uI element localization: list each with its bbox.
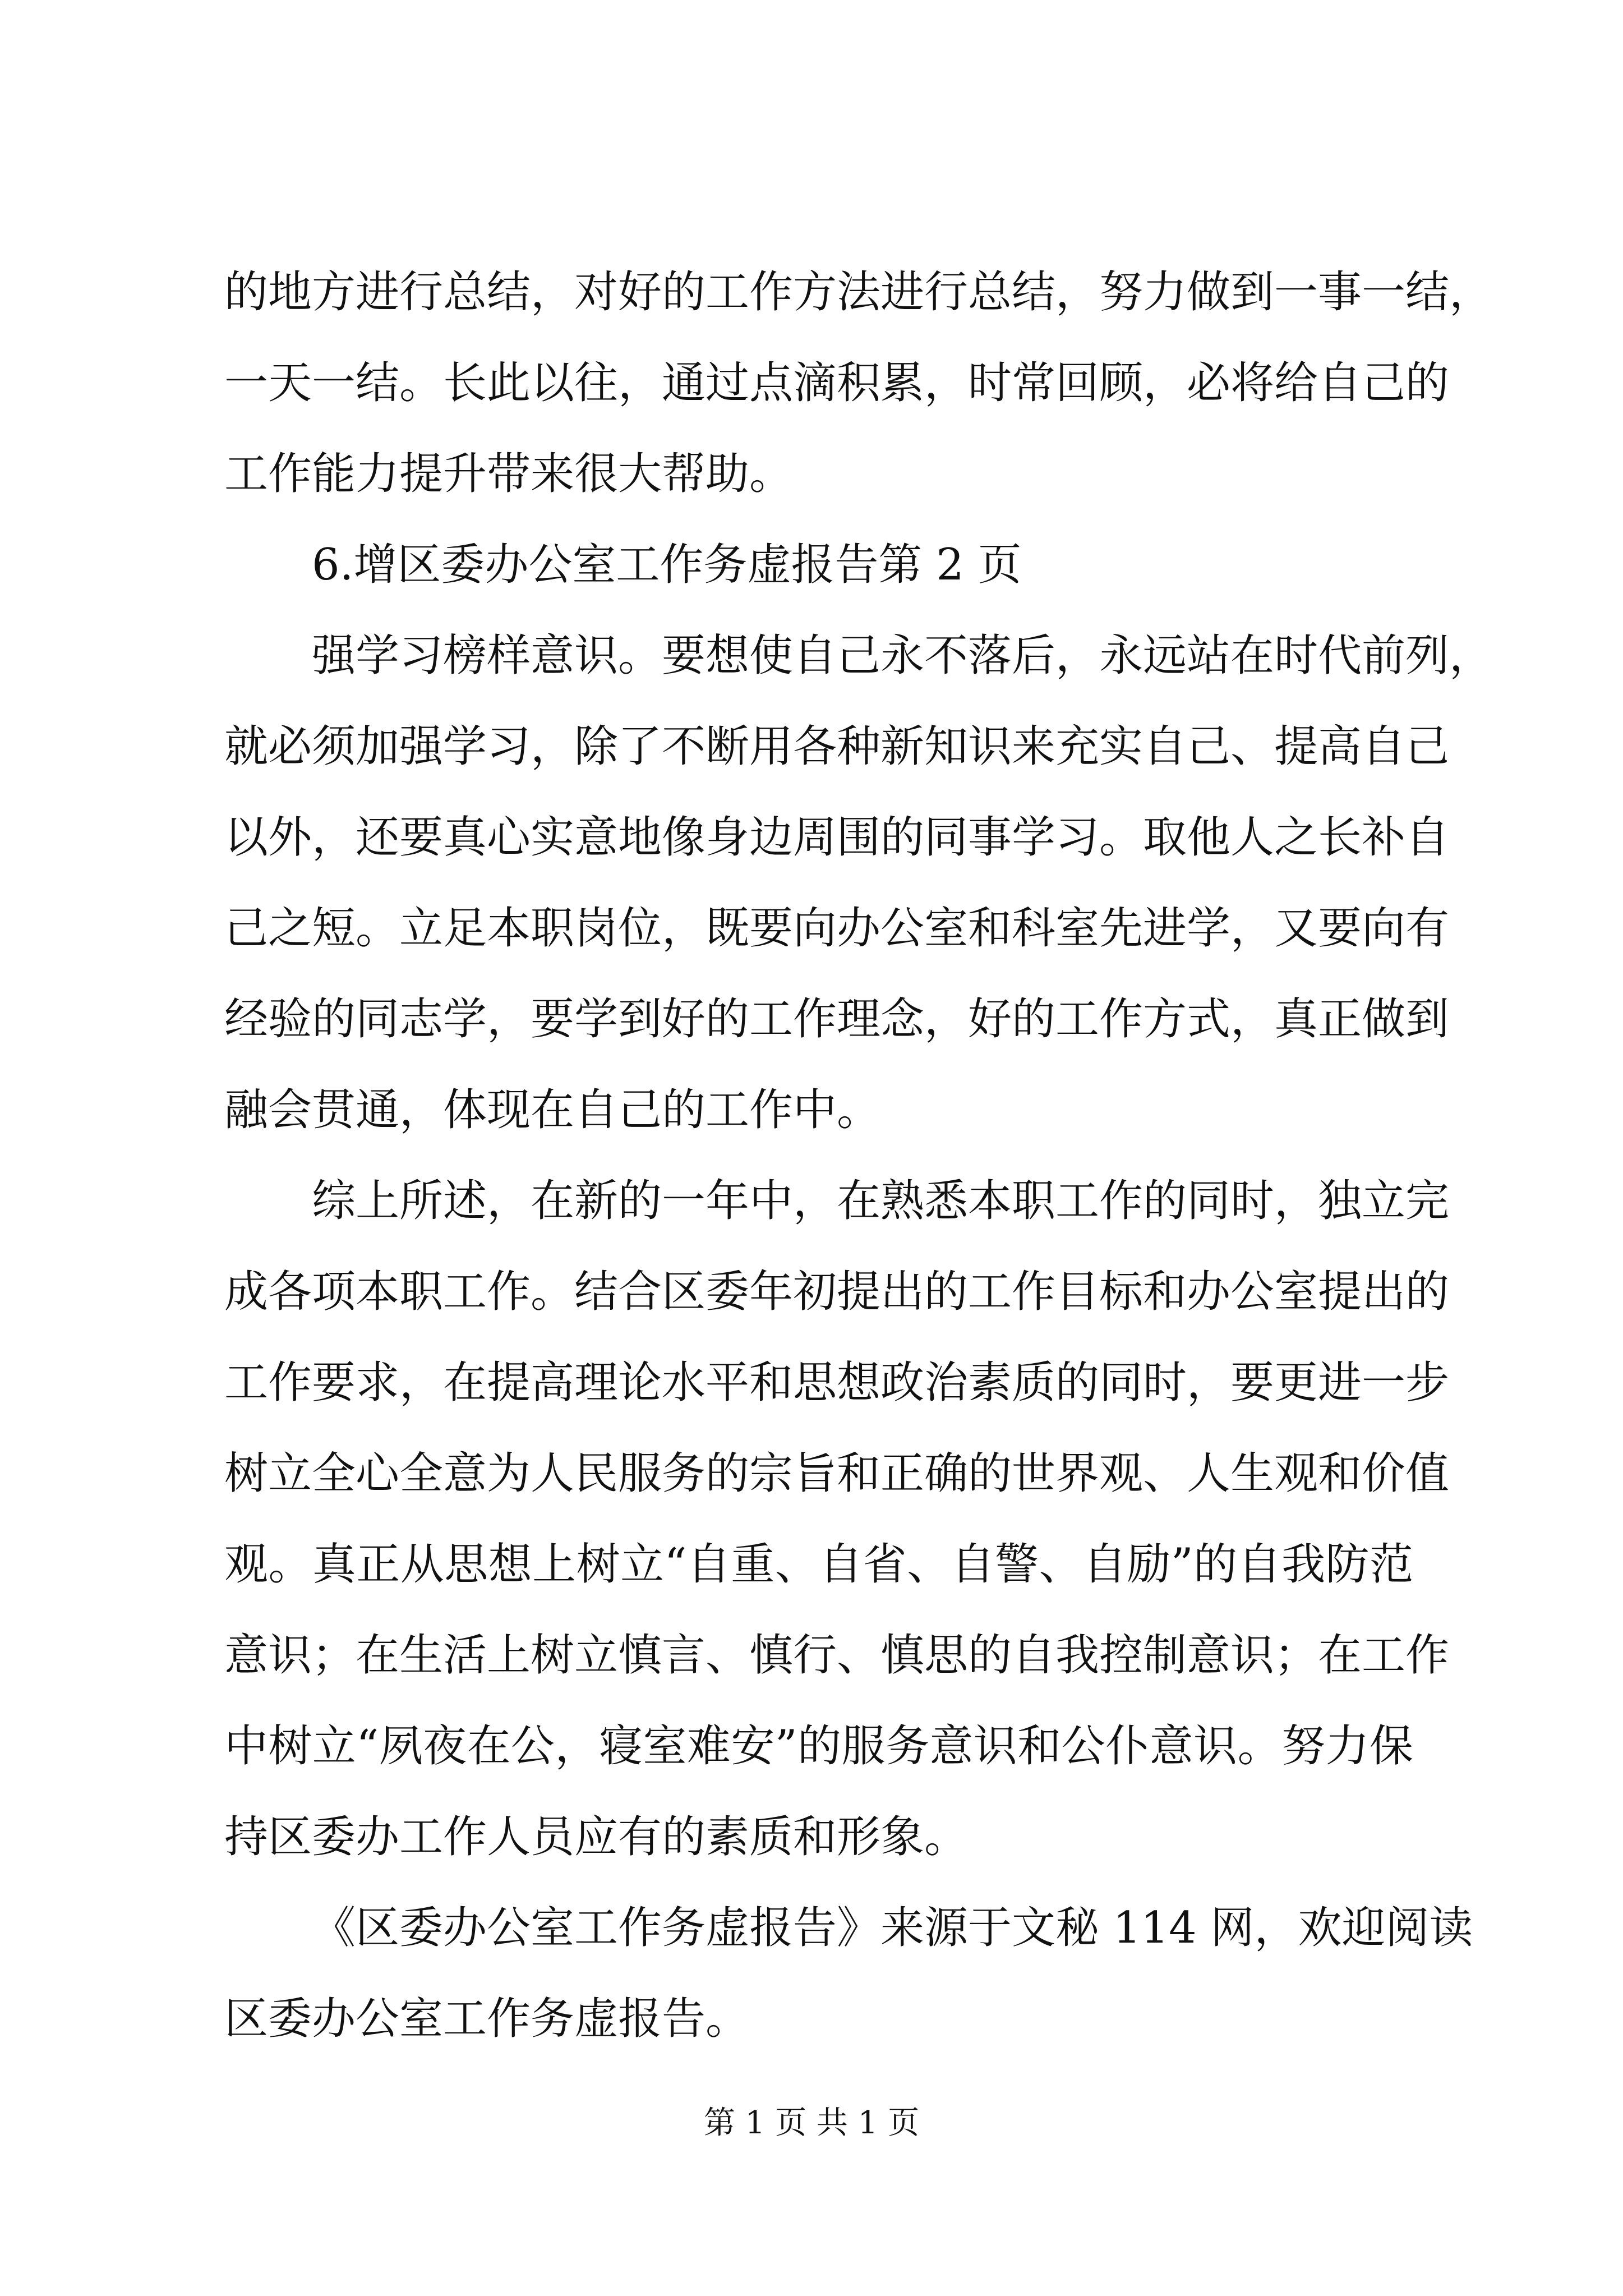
text-line-content: 经验的同志学，要学到好的工作理念，好的工作方式，真正做到 <box>224 994 1450 1045</box>
text-line <box>224 1792 1413 1883</box>
text-line-content: 己之短。立足本职岗位，既要向办公室和科室先进学，又要向有 <box>224 903 1450 954</box>
text-line-content: 工作要求，在提高理论水平和思想政治素质的同时，要更进一步 <box>224 1358 1450 1408</box>
text-line <box>224 883 1450 974</box>
text-line <box>224 1701 1413 1792</box>
text-line <box>224 1428 1450 1519</box>
document-body <box>224 247 1493 2064</box>
text-line <box>224 429 1413 519</box>
text-line-content: 综上所述，在新的一年中，在熟悉本职工作的同时，独立完 <box>312 1176 1450 1226</box>
text-line-content: 中树立“夙夜在公，寝室难安”的服务意识和公仆意识。努力保 <box>224 1721 1413 1772</box>
text-line-content: 意识；在生活上树立慎言、慎行、慎思的自我控制意识；在工作 <box>224 1630 1450 1681</box>
text-line-content: 以外，还要真心实意地像身边周围的同事学习。取他人之长补自 <box>224 812 1450 863</box>
text-line <box>224 701 1450 792</box>
text-line <box>224 247 1493 338</box>
text-line-content: 观。真正从思想上树立“自重、自省、自警、自励”的自我防范 <box>224 1539 1413 1590</box>
text-line-content: 树立全心全意为人民服务的宗旨和正确的世界观、人生观和价值 <box>224 1448 1450 1499</box>
text-line-content: 成各项本职工作。结合区委年初提出的工作目标和办公室提出的 <box>224 1267 1450 1317</box>
text-line-content: 一天一结。长此以往，通过点滴积累，时常回顾，必将给自己的 <box>224 358 1450 408</box>
text-line-content: 的地方进行总结，对好的工作方法进行总结，努力做到一事一结， <box>224 267 1493 318</box>
text-line <box>224 974 1450 1065</box>
text-line-content: 工作能力提升带来很大帮助。 <box>224 449 794 499</box>
text-line <box>224 1610 1450 1701</box>
text-line <box>224 1246 1450 1337</box>
text-line-content: 持区委办工作人员应有的素质和形象。 <box>224 1812 969 1862</box>
text-line <box>224 1337 1450 1428</box>
page-footer: 第 1 页 共 1 页 <box>703 2105 920 2141</box>
text-line <box>224 610 1493 701</box>
text-line-content: 就必须加强学习，除了不断用各种新知识来充实自己、提高自己 <box>224 721 1450 772</box>
text-line-content: 融会贯通，体现在自己的工作中。 <box>224 1085 881 1135</box>
text-line <box>224 519 1413 610</box>
text-line <box>224 792 1450 883</box>
text-line-content: 强学习榜样意识。要想使自己永不落后，永远站在时代前列， <box>312 631 1493 681</box>
text-line <box>224 1156 1450 1246</box>
text-line-content: 《区委办公室工作务虚报告》来源于文秘 114 网，欢迎阅读 <box>312 1903 1473 1953</box>
text-line <box>224 338 1450 429</box>
text-line <box>224 1883 1473 1973</box>
text-line <box>224 1519 1413 1610</box>
text-line-content: 区委办公室工作务虚报告。 <box>224 1994 750 2044</box>
text-line <box>224 1973 1413 2064</box>
text-line-content: 6.增区委办公室工作务虚报告第 2 页 <box>312 540 1022 590</box>
text-line <box>224 1065 1413 1156</box>
